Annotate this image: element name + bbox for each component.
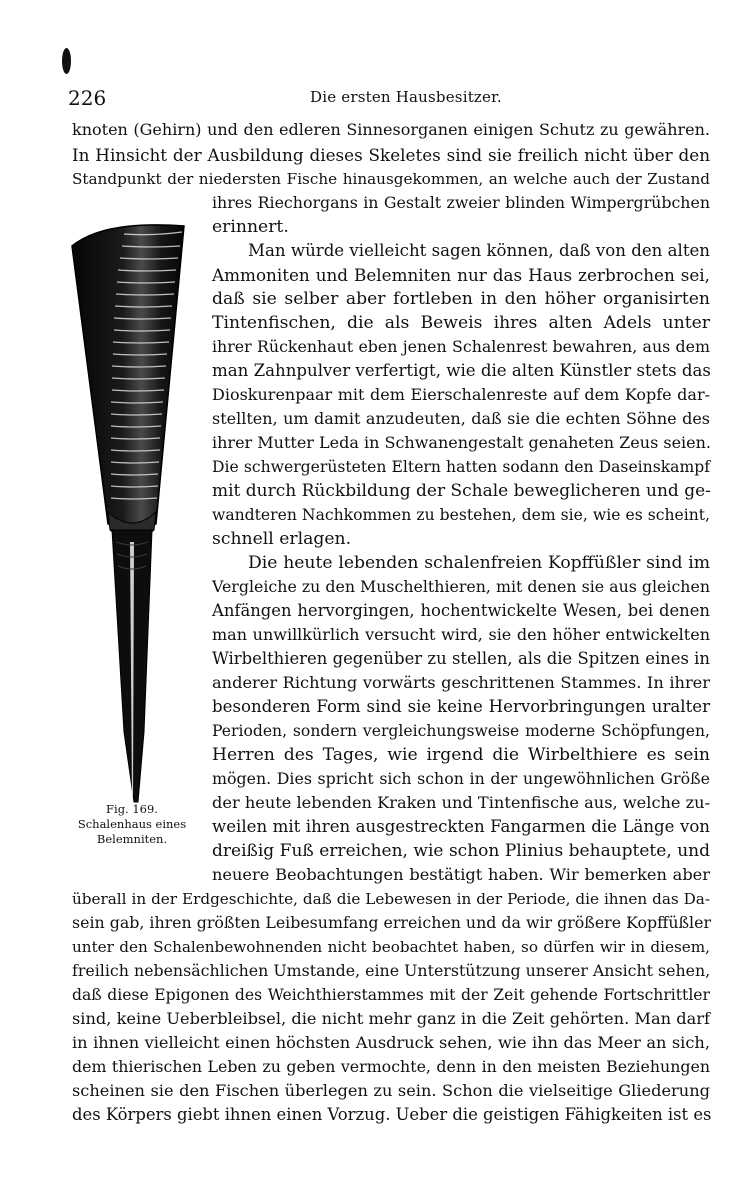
text-line: unter den Schalenbewohnenden nicht beobachtet haben, so dürfen wir in diesem, <box>72 938 710 956</box>
ink-blot <box>62 48 71 74</box>
text-line: Ammoniten und Belemniten nur das Haus zerbrochen sei, <box>212 265 710 285</box>
text-line: Wirbelthieren gegenüber zu stellen, als die Spitzen eines in <box>212 649 710 668</box>
page-header <box>68 86 708 110</box>
text-line: Die schwergerüsteten Eltern hatten sodann den Daseinskampf <box>212 458 710 476</box>
text-line: freilich nebensächlichen Umstande, eine Unterstützung unserer Ansicht sehen, <box>72 961 711 980</box>
caption-text-line: Belemniten. <box>96 832 168 846</box>
text-line: dem thierischen Leben zu geben vermochte, denn in den meisten Beziehungen <box>72 1057 710 1076</box>
text-line: man unwillkürlich versucht wird, sie den höher entwickelten <box>212 625 710 644</box>
text-line: mögen. Dies spricht sich schon in der ungewöhnlichen Größe <box>212 769 710 788</box>
text-line: sind, keine Ueberbleibsel, die nicht mehr ganz in die Zeit gehörten. Man darf <box>72 1009 710 1028</box>
figure-caption <box>66 802 198 847</box>
page-number: 226 <box>68 86 107 110</box>
text-line: scheinen sie den Fischen überlegen zu sein. Schon die vielseitige Gliederung <box>72 1081 710 1100</box>
text-line: mit durch Rückbildung der Schale beweglicheren und ge- <box>212 481 711 501</box>
text-line: Anfängen hervorgingen, hochentwickelte Wesen, bei denen <box>212 601 710 620</box>
text-line: Dioskurenpaar mit dem Eierschalenreste auf dem Kopfe dar- <box>212 385 710 404</box>
running-title: Die ersten Hausbesitzer. <box>310 88 502 106</box>
text-line: wandteren Nachkommen zu bestehen, dem sie, wie es scheint, <box>212 506 710 524</box>
text-line: daß sie selber aber fortleben in den höher organisirten <box>212 289 710 309</box>
text-line: ihres Riechorgans in Gestalt zweier blinden Wimpergrübchen <box>212 193 710 212</box>
text-line: Perioden, sondern vergleichungsweise moderne Schöpfungen, <box>212 722 710 740</box>
text-line: besonderen Form sind sie keine Hervorbringungen uralter <box>212 697 710 716</box>
text-line: Die heute lebenden schalenfreien Kopffüßler sind im <box>248 553 710 573</box>
text-line: weilen mit ihren ausgestreckten Fangarmen die Länge von <box>212 817 710 836</box>
text-line: man Zahnpulver verfertigt, wie die alten Künstler stets das <box>212 361 711 380</box>
text-line: Herren des Tages, wie irgend die Wirbelthiere es sein <box>212 745 710 765</box>
text-line: daß diese Epigonen des Weichthierstammes mit der Zeit gehende Fortschrittler <box>72 986 710 1004</box>
text-line: stellten, um damit anzudeuten, daß sie die echten Söhne des <box>212 409 710 428</box>
text-line: Tintenfischen, die als Beweis ihres alten Adels unter <box>212 313 710 333</box>
caption-figure-number: Fig. 169. <box>106 802 158 816</box>
text-line: überall in der Erdgeschichte, daß die Lebewesen in der Periode, die ihnen das Da- <box>72 890 710 908</box>
text-line: anderer Richtung vorwärts geschrittenen Stammes. In ihrer <box>212 673 710 692</box>
text-line: ihrer Rückenhaut eben jenen Schalenrest bewahren, aus dem <box>212 337 710 356</box>
text-line: der heute lebenden Kraken und Tintenfische aus, welche zu- <box>212 793 711 812</box>
text-line: ihrer Mutter Leda in Schwanengestalt genaheten Zeus seien. <box>212 433 712 452</box>
caption-text-line: Schalenhaus eines <box>77 817 187 831</box>
text-line: neuere Beobachtungen bestätigt haben. Wir bemerken aber <box>212 865 710 884</box>
text-line: Standpunkt der niedersten Fische hinausgekommen, an welche auch der Zustand <box>72 170 710 188</box>
text-line: in ihnen vielleicht einen höchsten Ausdruck sehen, wie ihn das Meer an sich, <box>72 1033 710 1052</box>
belemnite-figure <box>64 212 196 852</box>
text-line: dreißig Fuß erreichen, wie schon Plinius behauptete, und <box>212 841 710 861</box>
text-line: des Körpers giebt ihnen einen Vorzug. Ueber die geistigen Fähigkeiten ist es <box>72 1105 712 1124</box>
text-line: Man würde vielleicht sagen können, daß von den alten <box>248 241 710 260</box>
text-line: Vergleiche zu den Muschelthieren, mit denen sie aus gleichen <box>212 577 710 596</box>
text-line: knoten (Gehirn) und den edleren Sinnesorganen einigen Schutz zu gewähren. <box>72 120 710 139</box>
text-line: erinnert. <box>212 217 289 237</box>
text-line: In Hinsicht der Ausbildung dieses Skeletes sind sie freilich nicht über den <box>72 145 710 165</box>
text-line: schnell erlagen. <box>212 529 352 549</box>
text-line: sein gab, ihren größten Leibesumfang erreichen und da wir größere Kopffüßler <box>72 913 712 932</box>
belemnite-shell-illustration <box>64 212 196 812</box>
